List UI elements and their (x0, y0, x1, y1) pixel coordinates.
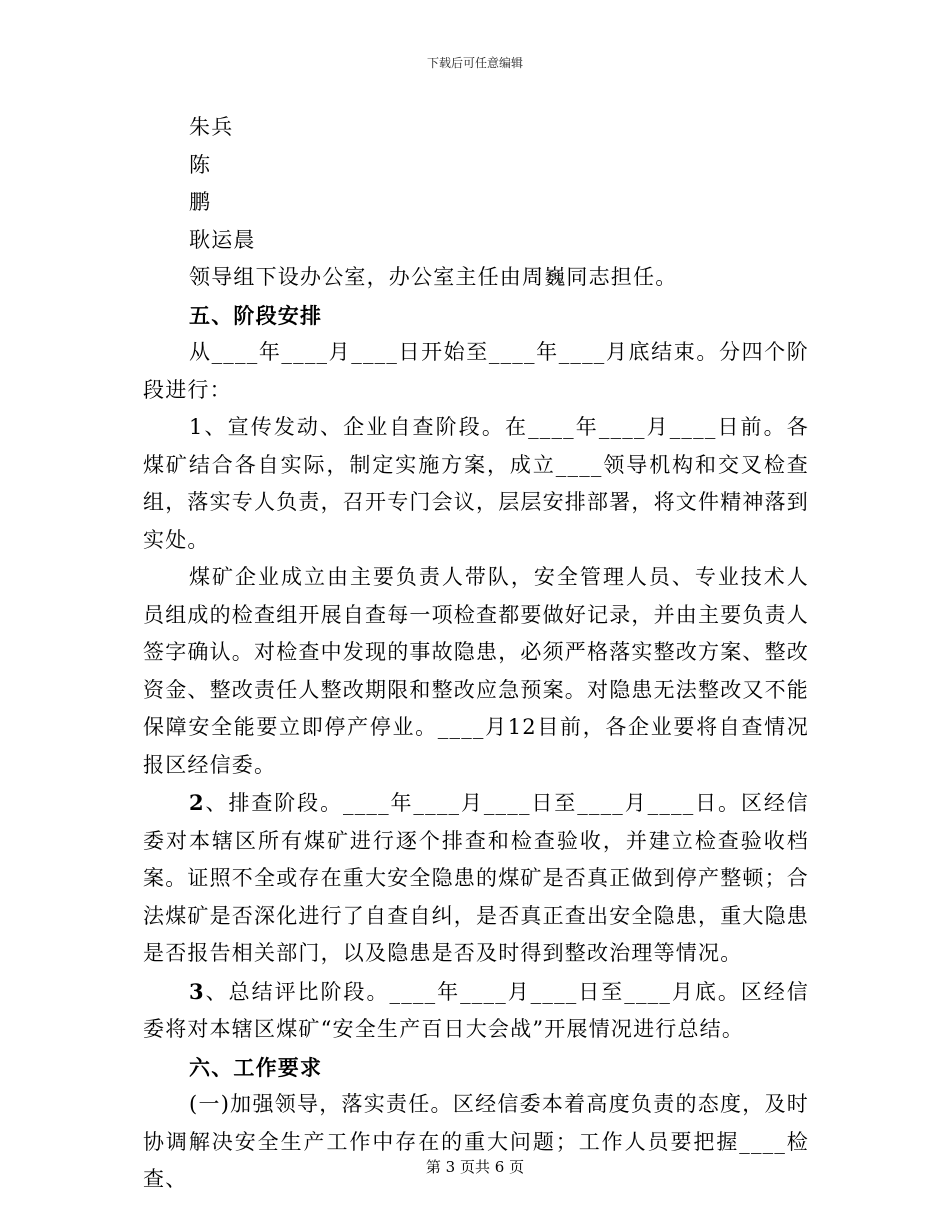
stage-1-paragraph: 1、宣传发动、企业自查阶段。在____年____月____日前。各煤矿结合各自实际，制定实施方案，成立____领导机构和交叉检查组，落实专人负责，召开专门会议，层层安排部署，将文件精神落到实处。 (143, 415, 809, 552)
member-name-3: 鹏 (189, 190, 212, 214)
self-check-paragraph: 煤矿企业成立由主要负责人带队，安全管理人员、专业技术人员组成的检查组开展自查每一项检查都要做好记录，并由主要负责人签字确认。对检查中发现的事故隐患，必须严格落实整改方案、整改资金、整改责任人整改期限和整改应急预案。对隐患无法整改又不能保障安全能要立即停产停业。____月12目前，各企业要将自查情况报区经信委。 (143, 565, 809, 777)
stage-2-text: 、排查阶段。____年____月____日至____月____日。区经信委对本辖区所有煤矿进行逐个排查和检查验收，并建立检查验收档案。证照不全或存在重大安全隐患的煤矿是否真正做到停产整顿；合法煤矿是否深化进行了自查自纠，是否真正查出安全隐患，重大隐患是否报告相关部门，以及隐患是否及时得到整改治理等情况。 (143, 791, 809, 965)
page-header-note: 下载后可任意编辑 (426, 56, 523, 70)
member-name-4: 耿运晨 (189, 227, 256, 252)
intro-paragraph: 从____年____月____日开始至____年____月底结束。分四个阶段进行： (143, 340, 809, 402)
stage-2-paragraph (143, 784, 809, 973)
office-line: 领导组下设办公室，办公室主任由周巍同志担任。 (189, 265, 678, 289)
member-name-2: 陈 (189, 152, 212, 177)
section-6-heading: 六、工作要求 (189, 1054, 323, 1080)
page-number-footer: 第 3 页共 6 页 (425, 1158, 525, 1176)
section-5-heading: 五、阶段安排 (189, 302, 323, 328)
stage-3-text: 、总结评比阶段。____年____月____日至____月底。区经信委将对本辖区煤矿“安全生产百日大会战”开展情况进行总结。 (143, 979, 809, 1041)
requirement-1-paragraph: (一)加强领导，落实责任。区经信委本着高度负责的态度，及时协调解决安全生产工作中存在的重大问题；工作人员要把握____检查、 (143, 1092, 809, 1191)
member-name-1: 朱兵 (189, 115, 234, 139)
stage-3-paragraph (143, 973, 809, 1049)
document-body (143, 109, 809, 1199)
stage-2-number: 2 (189, 790, 205, 815)
stage-3-number: 3 (189, 978, 205, 1004)
